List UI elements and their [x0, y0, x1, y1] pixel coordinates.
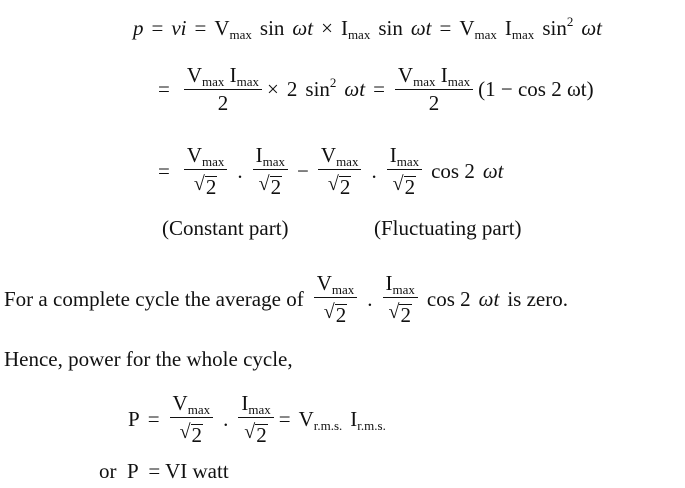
omega-t: ωt: [344, 76, 366, 101]
fraction-imax-over-root2: $I_{max}$ √ 2: [387, 144, 422, 197]
equation-instantaneous-power: [133, 14, 602, 42]
sin-function: sin: [378, 16, 403, 40]
term-imax: $I_{max}$: [504, 16, 535, 42]
multiplication-dot: .: [223, 406, 229, 431]
equation-split-form: [158, 143, 504, 199]
equals-sign: =: [278, 406, 291, 431]
fraction-vmax-over-root2: $V_{max}$ √ 2: [318, 144, 362, 197]
equals-sign: =: [194, 16, 207, 40]
term-one-minus-cos: (1 − cos 2 ωt): [478, 76, 594, 101]
equals-sign: =: [373, 76, 385, 101]
term-imax: $I_{max}$: [340, 16, 371, 42]
cos-term: cos 2: [431, 158, 475, 183]
symbol-p: p: [133, 16, 144, 40]
fraction-imax-over-root2: $I_{max}$ √ 2: [253, 144, 288, 197]
term-sin-squared: $\sin^2$: [305, 74, 337, 101]
omega-t: ωt: [410, 16, 432, 40]
minus-sign: −: [297, 158, 309, 183]
label-constant-part: (Constant part): [162, 216, 289, 240]
sentence-suffix: is zero.: [507, 286, 568, 311]
equals-sign: =: [439, 16, 452, 40]
fraction-vmax-imax-over-2: $\frac{V_{max} I_{max}}{2}$: [395, 64, 473, 113]
omega-t: ωt: [581, 16, 602, 40]
equation-average-power: [128, 391, 386, 447]
sin-function: sin: [259, 16, 285, 40]
times-sign: ×: [267, 76, 279, 101]
equals-sign: =: [151, 16, 164, 40]
term-irms: $I_{r.m.s.}$: [350, 406, 386, 433]
fraction-vmax-over-root2: $V_{max}$ √ 2: [314, 272, 358, 325]
times-sign: ×: [321, 16, 333, 40]
equation-expanded-form: [158, 64, 594, 114]
symbol-vi: vi: [171, 16, 187, 40]
term-vrms: $V_{r.m.s.}$: [298, 406, 343, 433]
coefficient-2: 2: [286, 76, 298, 101]
omega-t: ωt: [482, 158, 504, 183]
fraction-vmax-over-root2: $V_{max}$ √ 2: [170, 392, 214, 445]
hence-sentence: Hence, power for the whole cycle,: [4, 347, 293, 371]
fraction-imax-over-root2: $I_{max}$ √ 2: [383, 272, 418, 325]
complete-cycle-sentence: [4, 271, 568, 327]
omega-t: ωt: [478, 286, 500, 311]
term-sin-squared: $\sin^2$: [542, 14, 574, 40]
multiplication-dot: .: [367, 286, 373, 311]
label-fluctuating-part: (Fluctuating part): [374, 216, 522, 240]
multiplication-dot: .: [371, 158, 377, 183]
symbol-P: P: [128, 406, 140, 431]
sentence-prefix: For a complete cycle the average of: [4, 286, 304, 311]
fraction-vmax-imax-over-2: $\frac{V_{max} I_{max}}{2}$: [184, 64, 262, 113]
multiplication-dot: .: [237, 158, 243, 183]
fraction-imax-over-root2: $I_{max}$ √ 2: [238, 392, 273, 445]
cos-term: cos 2: [426, 286, 471, 311]
term-vmax: $V_{max}$: [214, 16, 252, 42]
equation-power-vi-watt: or P = VI watt: [99, 459, 229, 483]
equals-sign: =: [158, 76, 170, 101]
omega-t: ωt: [292, 16, 314, 40]
term-vmax: $V_{max}$: [459, 16, 497, 42]
equals-sign: =: [158, 158, 170, 183]
equals-sign: =: [147, 406, 160, 431]
fraction-vmax-over-root2: $V_{max}$ √ 2: [184, 144, 228, 197]
